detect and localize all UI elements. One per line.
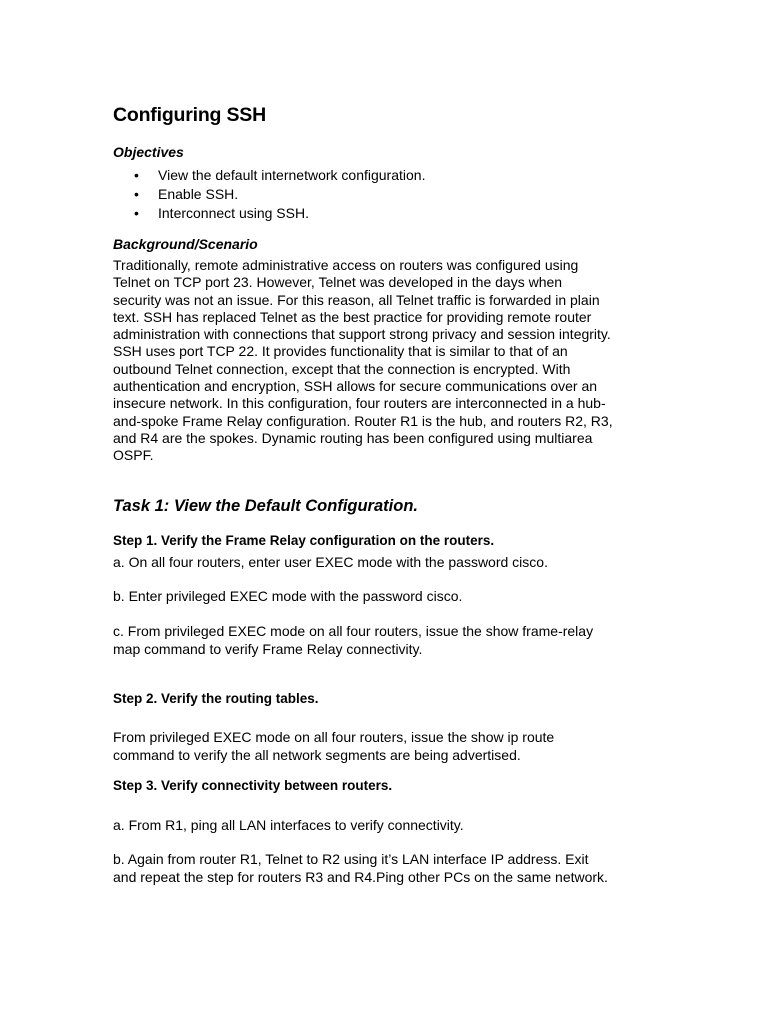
objective-item: • View the default internetwork configuration. (113, 166, 658, 185)
step3-item-a: a. From R1, ping all LAN interfaces to verify connectivity. (113, 817, 464, 833)
step1-item-a: a. On all four routers, enter user EXEC mode with the password cisco. (113, 554, 548, 570)
paragraph-line: SSH uses port TCP 22. It provides functionality that is similar to that of an (113, 343, 568, 360)
paragraph-line: and R4 are the spokes. Dynamic routing has been configured using multiarea (113, 429, 593, 446)
step1-item-b: b. Enter privileged EXEC mode with the password cisco. (113, 588, 463, 604)
paragraph-line: command to verify the all network segments are being advertised. (113, 746, 521, 763)
background-paragraph (113, 257, 658, 465)
paragraph-line: OSPF. (113, 447, 154, 464)
objective-item: • Enable SSH. (113, 185, 658, 204)
step2-heading: Step 2. Verify the routing tables. (113, 691, 319, 706)
paragraph-line: Telnet on TCP port 23. However, Telnet was developed in the days when (113, 274, 563, 291)
step2-paragraph (113, 729, 658, 764)
paragraph-line: From privileged EXEC mode on all four routers, issue the show ip route (113, 729, 555, 745)
step1-heading: Step 1. Verify the Frame Relay configuration on the routers. (113, 533, 495, 548)
paragraph-line: map command to verify Frame Relay connectivity. (113, 640, 423, 657)
paragraph-line: authentication and encryption, SSH allows for secure communications over an (113, 378, 598, 395)
objective-item: • Interconnect using SSH. (113, 204, 658, 223)
step3-heading: Step 3. Verify connectivity between routers. (113, 778, 393, 793)
step1-item-c (113, 623, 658, 658)
paragraph-line: and repeat the step for routers R3 and R4.Ping other PCs on the same network. (113, 868, 608, 885)
paragraph-line: administration with connections that support strong privacy and session integrity. (113, 326, 611, 343)
task1-heading: Task 1: View the Default Configuration. (113, 497, 418, 515)
paragraph-line: text. SSH has replaced Telnet as the best practice for providing remote router (113, 308, 592, 325)
background-heading: Background/Scenario (113, 236, 258, 252)
objectives-list (113, 166, 658, 223)
paragraph-line: insecure network. In this configuration, four routers are interconnected in a hub- (113, 395, 606, 412)
objectives-heading: Objectives (113, 144, 184, 160)
paragraph-line: outbound Telnet connection, except that the connection is encrypted. With (113, 360, 571, 377)
paragraph-line: and-spoke Frame Relay configuration. Router R1 is the hub, and routers R2, R3, (113, 412, 613, 429)
paragraph-line: security was not an issue. For this reason, all Telnet traffic is forwarded in plain (113, 291, 600, 308)
step3-item-b (113, 851, 658, 886)
page-title: Configuring SSH (113, 104, 266, 126)
paragraph-line: Traditionally, remote administrative access on routers was configured using (113, 257, 579, 273)
paragraph-line: b. Again from router R1, Telnet to R2 using it’s LAN interface IP address. Exit (113, 851, 589, 867)
paragraph-line: c. From privileged EXEC mode on all four routers, issue the show frame-relay (113, 623, 594, 639)
